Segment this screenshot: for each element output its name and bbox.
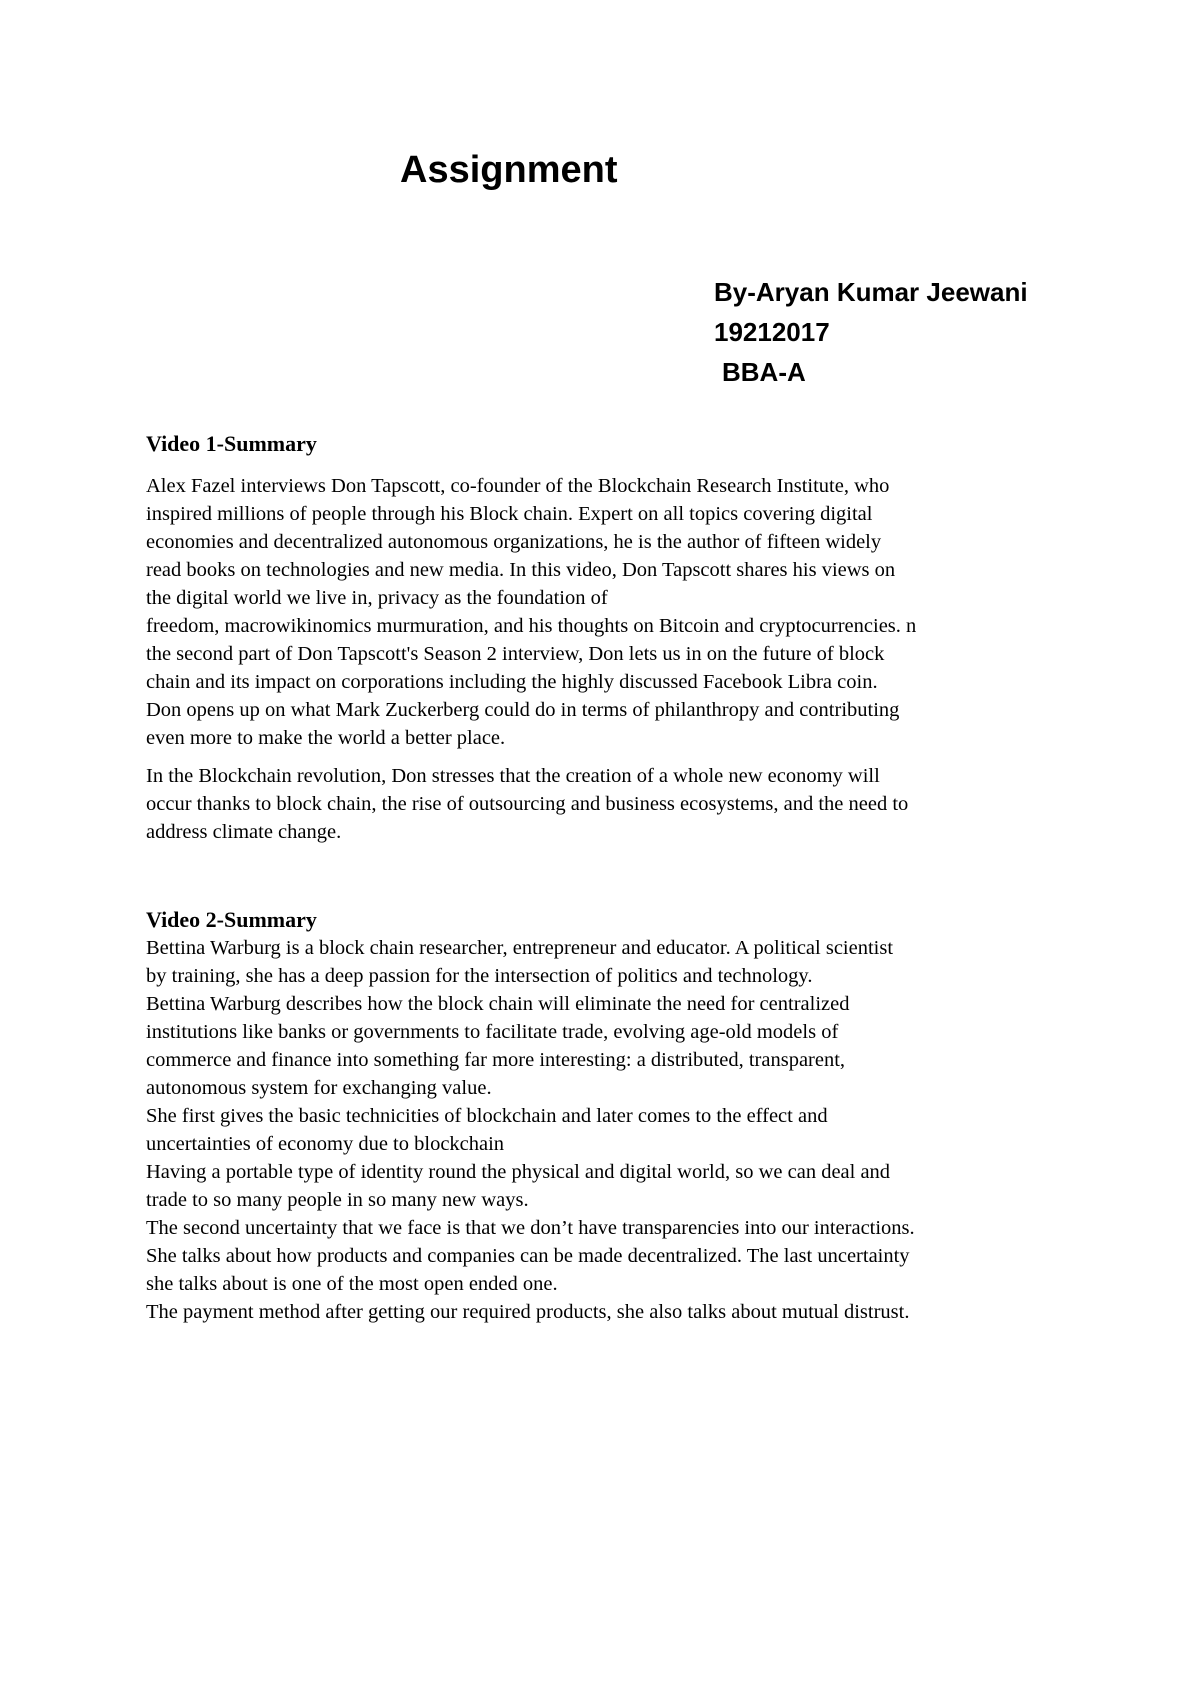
text-line: even more to make the world a better place. <box>146 727 506 749</box>
text-line: the digital world we live in, privacy as the foundation of <box>146 587 608 609</box>
text-line: freedom, macrowikinomics murmuration, and his thoughts on Bitcoin and cryptocurrencies. n <box>146 615 917 637</box>
video2-paragraph <box>146 934 1096 1326</box>
text-line: she talks about is one of the most open ended one. <box>146 1273 558 1295</box>
text-line: institutions like banks or governments to facilitate trade, evolving age-old models of <box>146 1021 839 1043</box>
author-name: By-Aryan Kumar Jeewani <box>714 277 1028 307</box>
text-line: address climate change. <box>146 821 342 843</box>
text-line: trade to so many people in so many new ways. <box>146 1189 529 1211</box>
video1-section <box>146 430 1096 846</box>
text-line: Having a portable type of identity round the physical and digital world, so we can deal and <box>146 1161 891 1183</box>
text-line: She first gives the basic technicities of blockchain and later comes to the effect and <box>146 1105 828 1127</box>
text-line: She talks about how products and companies can be made decentralized. The last uncertainty <box>146 1245 910 1267</box>
author-info <box>714 272 1028 392</box>
text-line: economies and decentralized autonomous organizations, he is the author of fifteen widely <box>146 531 882 553</box>
text-line: Don opens up on what Mark Zuckerberg could do in terms of philanthropy and contributing <box>146 699 900 721</box>
text-line: uncertainties of economy due to blockchain <box>146 1133 505 1155</box>
text-line: autonomous system for exchanging value. <box>146 1077 492 1099</box>
text-line: the second part of Don Tapscott's Season 2 interview, Don lets us in on the future of block <box>146 643 885 665</box>
video2-heading: Video 2-Summary <box>146 907 317 932</box>
text-line: by training, she has a deep passion for the intersection of politics and technology. <box>146 965 813 987</box>
text-line: commerce and finance into something far more interesting: a distributed, transparent, <box>146 1049 846 1071</box>
text-line: The second uncertainty that we face is that we don’t have transparencies into our interactions. <box>146 1217 915 1239</box>
text-line: The payment method after getting our required products, she also talks about mutual distrust. <box>146 1301 910 1323</box>
text-line: Bettina Warburg is a block chain researcher, entrepreneur and educator. A political scientist <box>146 937 894 959</box>
video1-paragraph-2 <box>146 762 1096 846</box>
document-title: Assignment <box>400 149 618 191</box>
text-line: read books on technologies and new media. In this video, Don Tapscott shares his views on <box>146 559 896 581</box>
text-line: Bettina Warburg describes how the block chain will eliminate the need for centralized <box>146 993 850 1015</box>
text-line: In the Blockchain revolution, Don stresses that the creation of a whole new economy will <box>146 765 880 787</box>
text-line: inspired millions of people through his Block chain. Expert on all topics covering digital <box>146 503 873 525</box>
video1-paragraph-1 <box>146 472 1096 752</box>
video2-section <box>146 906 1096 1326</box>
text-line: occur thanks to block chain, the rise of outsourcing and business ecosystems, and the need to <box>146 793 909 815</box>
class-section: BBA-A <box>722 357 806 387</box>
text-line: chain and its impact on corporations including the highly discussed Facebook Libra coin. <box>146 671 878 693</box>
video1-heading: Video 1-Summary <box>146 431 317 456</box>
roll-number: 19212017 <box>714 317 830 347</box>
text-line: Alex Fazel interviews Don Tapscott, co-founder of the Blockchain Research Institute, who <box>146 475 890 497</box>
